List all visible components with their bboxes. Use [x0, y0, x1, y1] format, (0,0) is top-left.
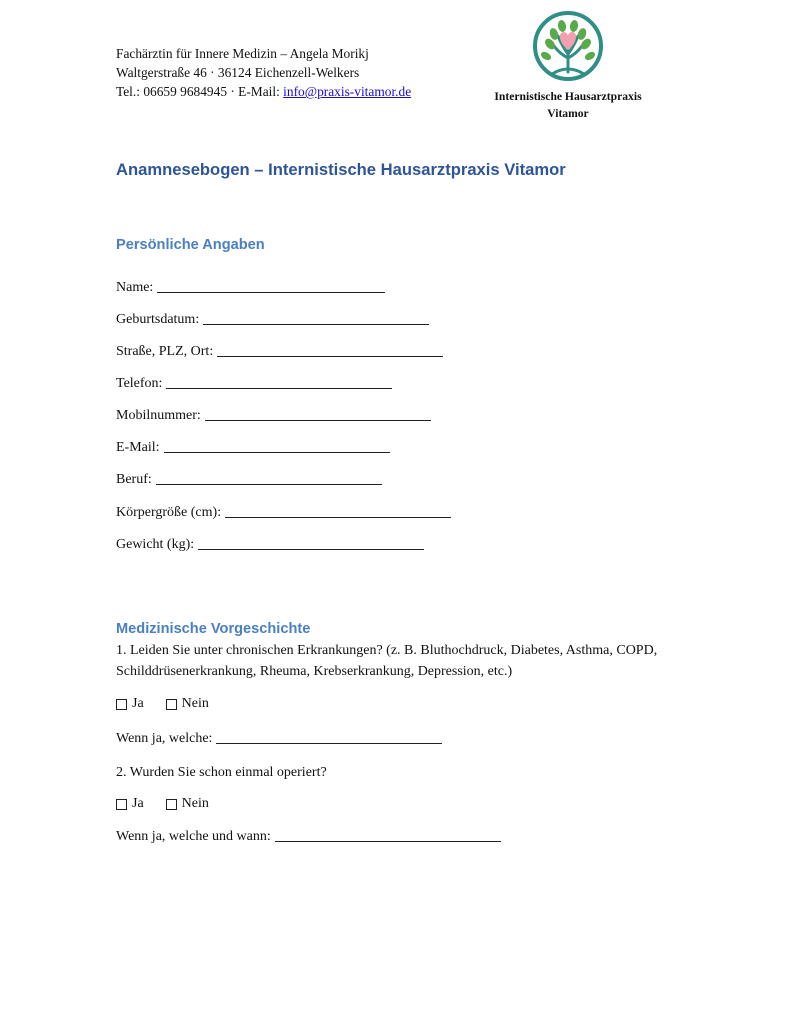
- checkbox-icon: [166, 699, 177, 710]
- doctor-line: Fachärztin für Innere Medizin – Angela Morikj: [116, 46, 369, 61]
- name-input-line[interactable]: [157, 291, 385, 293]
- chronic-options: [116, 696, 209, 712]
- checkbox-icon: [166, 799, 177, 810]
- birthdate-input-line[interactable]: [203, 323, 429, 325]
- street-line: Waltgerstraße 46 · 36124 Eichenzell-Welkers: [116, 65, 360, 80]
- surgery-options: [116, 796, 209, 812]
- field-birthdate: [116, 312, 429, 328]
- field-address: [116, 344, 443, 360]
- contact-line: [116, 82, 411, 101]
- field-surgery-details: [116, 829, 501, 845]
- document-title: Anamnesebogen – Internistische Hausarztpraxis Vitamor: [116, 160, 566, 179]
- practice-address: [116, 44, 411, 101]
- logo-name-line1: Internistische Hausarztpraxis: [494, 90, 642, 103]
- field-label: E-Mail:: [116, 440, 160, 455]
- field-chronic-details: [116, 731, 442, 747]
- email-link[interactable]: info@praxis-vitamor.de: [283, 84, 412, 99]
- surgery-details-input-line[interactable]: [275, 840, 501, 842]
- field-height: [116, 505, 451, 521]
- option-label: Nein: [181, 696, 209, 711]
- field-label: Straße, PLZ, Ort:: [116, 344, 214, 359]
- field-label: Telefon:: [116, 376, 163, 391]
- field-occupation: [116, 472, 382, 488]
- tree-heart-icon: [532, 10, 604, 82]
- weight-input-line[interactable]: [198, 548, 424, 550]
- checkbox-icon: [116, 699, 127, 710]
- field-phone: [116, 376, 392, 392]
- practice-logo: [488, 10, 648, 122]
- field-email: [116, 440, 390, 456]
- field-label: Beruf:: [116, 472, 152, 487]
- field-weight: [116, 537, 424, 553]
- surgery-yes-checkbox[interactable]: [116, 796, 144, 812]
- address-input-line[interactable]: [217, 355, 443, 357]
- logo-name-line2: Vitamor: [547, 107, 589, 120]
- phone-input-line[interactable]: [166, 387, 392, 389]
- logo-name: [488, 88, 648, 122]
- field-label: Körpergröße (cm):: [116, 505, 222, 520]
- option-label: Ja: [132, 796, 144, 811]
- field-label: Wenn ja, welche und wann:: [116, 829, 271, 844]
- occupation-input-line[interactable]: [156, 483, 382, 485]
- field-label: Wenn ja, welche:: [116, 731, 213, 746]
- field-label: Mobilnummer:: [116, 408, 201, 423]
- field-mobile: [116, 408, 431, 424]
- field-label: Name:: [116, 280, 154, 295]
- field-label: Geburtsdatum:: [116, 312, 200, 327]
- chronic-details-input-line[interactable]: [216, 742, 442, 744]
- mobile-input-line[interactable]: [205, 419, 431, 421]
- field-name: [116, 280, 385, 296]
- option-label: Nein: [181, 796, 209, 811]
- surgery-no-checkbox[interactable]: [166, 796, 209, 812]
- field-label: Gewicht (kg):: [116, 537, 195, 552]
- chronic-yes-checkbox[interactable]: [116, 696, 144, 712]
- email-input-line[interactable]: [164, 451, 390, 453]
- checkbox-icon: [116, 799, 127, 810]
- phone-text: Tel.: 06659 9684945 · E-Mail:: [116, 84, 284, 99]
- question-surgery: 2. Wurden Sie schon einmal operiert?: [116, 765, 327, 780]
- medical-heading: Medizinische Vorgeschichte: [116, 621, 311, 637]
- personal-heading: Persönliche Angaben: [116, 237, 265, 253]
- chronic-no-checkbox[interactable]: [166, 696, 209, 712]
- option-label: Ja: [132, 696, 144, 711]
- height-input-line[interactable]: [225, 516, 451, 518]
- question-chronic: 1. Leiden Sie unter chronischen Erkrankungen? (z. B. Bluthochdruck, Diabetes, Asthma, COPD, Schilddrüsenerkrankung, Rheuma, Krebserkrankung, Depression, etc.): [116, 643, 658, 679]
